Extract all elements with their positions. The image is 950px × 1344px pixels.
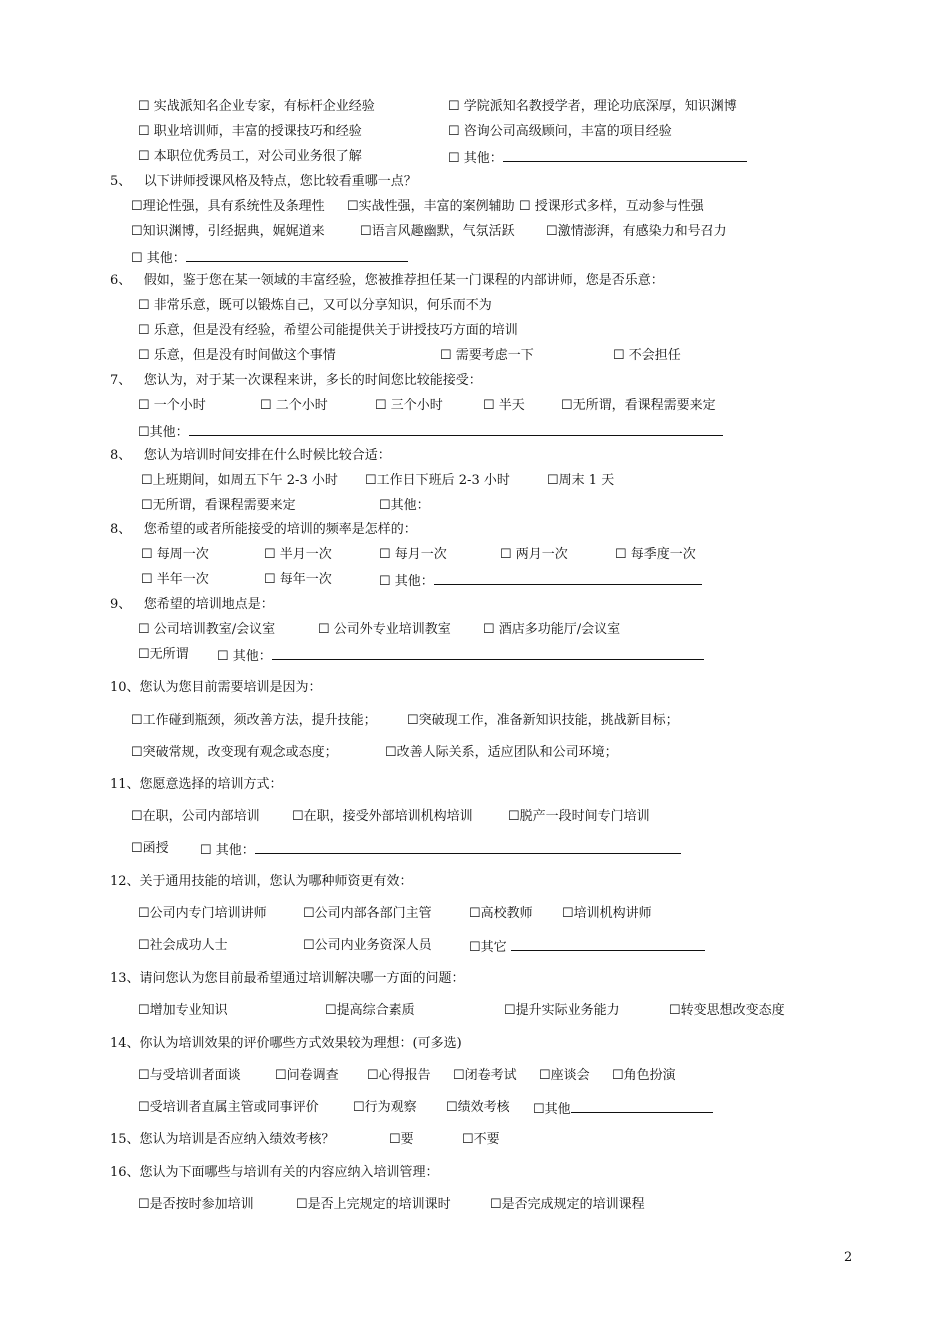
q14-opt-supervisor-eval[interactable]: ☐受培训者直属主管或同事评价: [138, 1100, 319, 1115]
q8f-opt-monthly[interactable]: ☐ 每月一次: [379, 547, 447, 562]
q11-opt-internal[interactable]: ☐在职，公司内部培训: [131, 809, 260, 824]
q11-other-blank[interactable]: [255, 840, 681, 854]
q13-opt-ability[interactable]: ☐提升实际业务能力: [504, 1003, 620, 1018]
q14-opt-roleplay[interactable]: ☐角色扮演: [612, 1068, 676, 1083]
q12-opt-internal-trainer[interactable]: ☐公司内专门培训讲师: [138, 906, 267, 921]
other-blank[interactable]: [503, 148, 747, 162]
q16-opt-hours[interactable]: ☐是否上完规定的培训课时: [296, 1197, 451, 1212]
q11-opt-other[interactable]: ☐ 其他：: [200, 840, 681, 860]
q16-opt-courses[interactable]: ☐是否完成规定的培训课程: [490, 1197, 645, 1212]
option-expert[interactable]: ☐ 实战派知名企业专家，有标杆企业经验: [138, 99, 375, 114]
q9-other-blank[interactable]: [272, 646, 704, 660]
q10-opt-change-attitude[interactable]: ☐突破常规，改变现有观念或态度；: [131, 745, 338, 760]
q5-opt-theory[interactable]: ☐理论性强，具有系统性及条理性: [131, 199, 325, 214]
q10-opt-bottleneck[interactable]: ☐工作碰到瓶颈，须改善方法，提升技能；: [131, 713, 377, 728]
q8-opt-weekend[interactable]: ☐周末 1 天: [547, 473, 615, 488]
q12-opt-senior-staff[interactable]: ☐公司内业务资深人员: [303, 938, 432, 953]
q5-opt-interactive[interactable]: ☐ 授课形式多样，互动参与性强: [519, 199, 704, 214]
question-12: 12、关于通用技能的培训，您认为哪种师资更有效：: [110, 874, 413, 889]
q8-opt-other[interactable]: ☐其他：: [379, 498, 430, 513]
q8-opt-friday[interactable]: ☐上班期间，如周五下午 2-3 小时: [141, 473, 338, 488]
question-13: 13、请问您认为您目前最希望通过培训解决哪一方面的问题：: [110, 971, 465, 986]
q14-opt-survey[interactable]: ☐问卷调查: [275, 1068, 339, 1083]
q7-opt-2h[interactable]: ☐ 二个小时: [260, 398, 328, 413]
q8f-opt-halfmonth[interactable]: ☐ 半月一次: [264, 547, 332, 562]
q14-opt-interview[interactable]: ☐与受培训者面谈: [138, 1068, 241, 1083]
q8f-opt-yearly[interactable]: ☐ 每年一次: [264, 572, 332, 587]
question-11: 11、您愿意选择的培训方式：: [110, 777, 283, 792]
question-6: 6、 假如，鉴于您在某一领域的丰富经验，您被推荐担任某一门课程的内部讲师，您是否乐意：: [110, 273, 664, 288]
q5-opt-passion[interactable]: ☐激情澎湃，有感染力和号召力: [546, 224, 727, 239]
q12-opt-other[interactable]: ☐其它: [469, 937, 705, 957]
q12-opt-teacher[interactable]: ☐高校教师: [469, 906, 533, 921]
q9-opt-company-room[interactable]: ☐ 公司培训教室/会议室: [138, 622, 276, 637]
q5-other-blank[interactable]: [186, 248, 408, 262]
q16-opt-attendance[interactable]: ☐是否按时参加培训: [138, 1197, 254, 1212]
q11-opt-offjob[interactable]: ☐脱产一段时间专门培训: [508, 809, 650, 824]
q8-opt-any[interactable]: ☐无所谓，看课程需要来定: [141, 498, 296, 513]
question-9: 9、 您希望的培训地点是：: [110, 597, 274, 612]
q12-other-blank[interactable]: [511, 937, 705, 951]
q9-opt-any[interactable]: ☐无所谓: [138, 647, 189, 662]
q7-opt-halfday[interactable]: ☐ 半天: [483, 398, 525, 413]
question-15: 15、您认为培训是否应纳入绩效考核？: [110, 1132, 335, 1147]
q7-opt-3h[interactable]: ☐ 三个小时: [375, 398, 443, 413]
q5-opt-humor[interactable]: ☐语言风趣幽默，气氛活跃: [360, 224, 515, 239]
q14-opt-exam[interactable]: ☐闭卷考试: [453, 1068, 517, 1083]
q8f-opt-other[interactable]: ☐ 其他：: [379, 571, 702, 591]
page-number: 2: [844, 1250, 853, 1265]
q8f-opt-halfyear[interactable]: ☐ 半年一次: [141, 572, 209, 587]
q14-opt-observation[interactable]: ☐行为观察: [353, 1100, 417, 1115]
q15-opt-yes[interactable]: ☐要: [389, 1132, 414, 1147]
q11-opt-external[interactable]: ☐在职，接受外部培训机构培训: [292, 809, 473, 824]
q13-opt-knowledge[interactable]: ☐增加专业知识: [138, 1003, 228, 1018]
q14-other-blank[interactable]: [571, 1099, 713, 1113]
q6-opt-very-willing[interactable]: ☐ 非常乐意，既可以锻炼自己，又可以分享知识，何乐而不为: [138, 298, 492, 313]
q5-opt-other[interactable]: ☐ 其他：: [131, 248, 408, 268]
q8f-opt-weekly[interactable]: ☐ 每周一次: [141, 547, 209, 562]
q14-opt-performance[interactable]: ☐绩效考核: [446, 1100, 510, 1115]
q14-opt-forum[interactable]: ☐座谈会: [539, 1068, 590, 1083]
q12-opt-dept-manager[interactable]: ☐公司内部各部门主管: [303, 906, 432, 921]
question-5: 5、 以下讲师授课风格及特点，您比较看重哪一点？: [110, 174, 417, 189]
question-8-frequency: 8、 您希望的或者所能接受的培训的频率是怎样的：: [110, 522, 417, 537]
q8f-opt-quarterly[interactable]: ☐ 每季度一次: [615, 547, 696, 562]
question-7: 7、 您认为，对于某一次课程来讲，多长的时间您比较能接受：: [110, 373, 482, 388]
q9-opt-other[interactable]: ☐ 其他：: [217, 646, 704, 666]
q6-opt-consider[interactable]: ☐ 需要考虑一下: [440, 348, 534, 363]
q7-other-blank[interactable]: [189, 422, 723, 436]
q10-opt-breakthrough[interactable]: ☐突破现工作，准备新知识技能，挑战新目标；: [407, 713, 679, 728]
q5-opt-knowledge[interactable]: ☐知识渊博，引经据典，娓娓道来: [131, 224, 325, 239]
q7-opt-other[interactable]: ☐其他：: [138, 422, 723, 442]
q12-opt-agency-trainer[interactable]: ☐培训机构讲师: [562, 906, 652, 921]
q13-opt-mindset[interactable]: ☐转变思想改变态度: [669, 1003, 785, 1018]
option-employee[interactable]: ☐ 本职位优秀员工，对公司业务很了解: [138, 149, 362, 164]
option-trainer[interactable]: ☐ 职业培训师，丰富的授课技巧和经验: [138, 124, 362, 139]
q12-opt-successful[interactable]: ☐社会成功人士: [138, 938, 228, 953]
option-professor[interactable]: ☐ 学院派知名教授学者，理论功底深厚，知识渊博: [448, 99, 737, 114]
q14-opt-report[interactable]: ☐心得报告: [367, 1068, 431, 1083]
q10-opt-relationship[interactable]: ☐改善人际关系，适应团队和公司环境；: [385, 745, 618, 760]
question-14: 14、你认为培训效果的评价哪些方式效果较为理想：(可多选): [110, 1036, 462, 1051]
q7-opt-any[interactable]: ☐无所谓，看课程需要来定: [561, 398, 716, 413]
q6-opt-willing-no-time[interactable]: ☐ 乐意，但是没有时间做这个事情: [138, 348, 336, 363]
q11-opt-correspondence[interactable]: ☐函授: [131, 841, 169, 856]
q6-opt-willing-training[interactable]: ☐ 乐意，但是没有经验，希望公司能提供关于讲授技巧方面的培训: [138, 323, 518, 338]
q14-opt-other[interactable]: ☐其他: [533, 1099, 713, 1119]
question-10: 10、您认为您目前需要培训是因为：: [110, 680, 322, 695]
q13-opt-quality[interactable]: ☐提高综合素质: [325, 1003, 415, 1018]
q6-opt-decline[interactable]: ☐ 不会担任: [613, 348, 681, 363]
option-other[interactable]: ☐ 其他：: [448, 148, 747, 168]
q5-opt-practical[interactable]: ☐实战性强，丰富的案例辅助: [347, 199, 515, 214]
question-16: 16、您认为下面哪些与培训有关的内容应纳入培训管理：: [110, 1165, 439, 1180]
question-8-time: 8、 您认为培训时间安排在什么时候比较合适：: [110, 448, 391, 463]
q8f-opt-bimonthly[interactable]: ☐ 两月一次: [500, 547, 568, 562]
q8f-other-blank[interactable]: [434, 571, 702, 585]
option-consultant[interactable]: ☐ 咨询公司高级顾问，丰富的项目经验: [448, 124, 672, 139]
q9-opt-hotel[interactable]: ☐ 酒店多功能厅/会议室: [483, 622, 621, 637]
q8-opt-after-work[interactable]: ☐工作日下班后 2-3 小时: [365, 473, 510, 488]
q15-opt-no[interactable]: ☐不要: [462, 1132, 500, 1147]
q7-opt-1h[interactable]: ☐ 一个小时: [138, 398, 206, 413]
q9-opt-external-room[interactable]: ☐ 公司外专业培训教室: [318, 622, 451, 637]
